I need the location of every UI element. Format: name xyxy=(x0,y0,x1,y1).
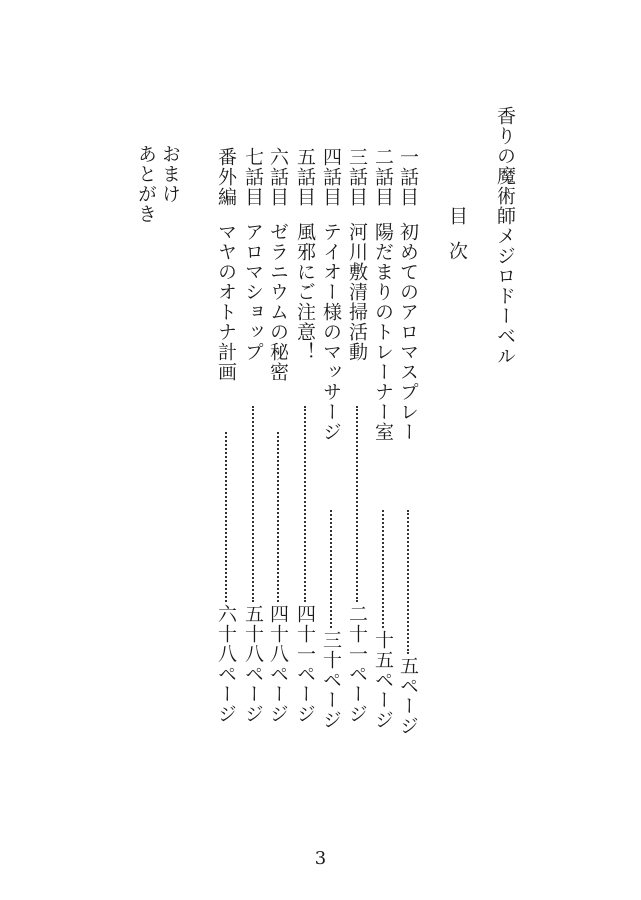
book-title: 香りの魔術師メジロドーベル xyxy=(494,106,516,366)
chapter-number: 一話目 xyxy=(397,147,419,207)
chapter-number: 七話目 xyxy=(242,147,264,207)
chapter-page: 二十一ページ xyxy=(346,604,368,724)
chapter-page: 十五ページ xyxy=(372,630,394,730)
page-number: 3 xyxy=(314,848,327,869)
leader-dots xyxy=(252,406,254,602)
toc-heading: 目次 xyxy=(446,206,468,276)
toc-entry[interactable] xyxy=(213,147,239,760)
leader-dots xyxy=(277,432,279,602)
chapter-page: 五十八ページ xyxy=(242,604,264,724)
leader-dots xyxy=(330,510,332,628)
chapter-number: 三話目 xyxy=(346,147,368,207)
chapter-title: アロマショップ xyxy=(242,222,264,362)
leader-dots xyxy=(356,406,358,602)
chapter-title: 河川敷清掃活動 xyxy=(346,222,368,362)
leader-dots xyxy=(225,432,227,602)
toc-extra-item[interactable]: おまけ xyxy=(159,144,181,204)
chapter-title: 陽だまりのトレーナー室 xyxy=(372,222,394,442)
toc-entry[interactable] xyxy=(370,147,396,760)
chapter-title: テイオー様のマッサージ xyxy=(320,222,342,442)
chapter-page: 四十八ページ xyxy=(267,604,289,724)
toc-entry[interactable] xyxy=(318,147,344,760)
chapter-number: 四話目 xyxy=(320,147,342,207)
chapter-number: 六話目 xyxy=(267,147,289,207)
toc-entry[interactable] xyxy=(344,147,370,760)
toc-entry[interactable] xyxy=(292,147,318,760)
leader-dots xyxy=(382,510,384,628)
toc-entry[interactable] xyxy=(265,147,291,760)
chapter-page: 三十ページ xyxy=(320,630,342,730)
leader-dots xyxy=(304,406,306,602)
chapter-number: 二話目 xyxy=(372,147,394,207)
chapter-title: 風邪にご注意！ xyxy=(294,222,316,362)
chapter-page: 五ページ xyxy=(397,656,419,736)
chapter-page: 六十八ページ xyxy=(215,604,237,724)
chapter-number: 五話目 xyxy=(294,147,316,207)
chapter-number: 番外編 xyxy=(215,147,237,207)
chapter-title: 初めてのアロマスプレー xyxy=(397,222,419,442)
leader-dots xyxy=(407,510,409,654)
toc-entry[interactable] xyxy=(240,147,266,760)
chapter-page: 四十一ページ xyxy=(294,604,316,724)
chapter-title: ゼラニウムの秘密 xyxy=(267,222,289,382)
toc-extra-item[interactable]: あとがき xyxy=(135,144,157,224)
toc-entry[interactable] xyxy=(395,147,421,760)
chapter-title: マヤのオトナ計画 xyxy=(215,222,237,382)
